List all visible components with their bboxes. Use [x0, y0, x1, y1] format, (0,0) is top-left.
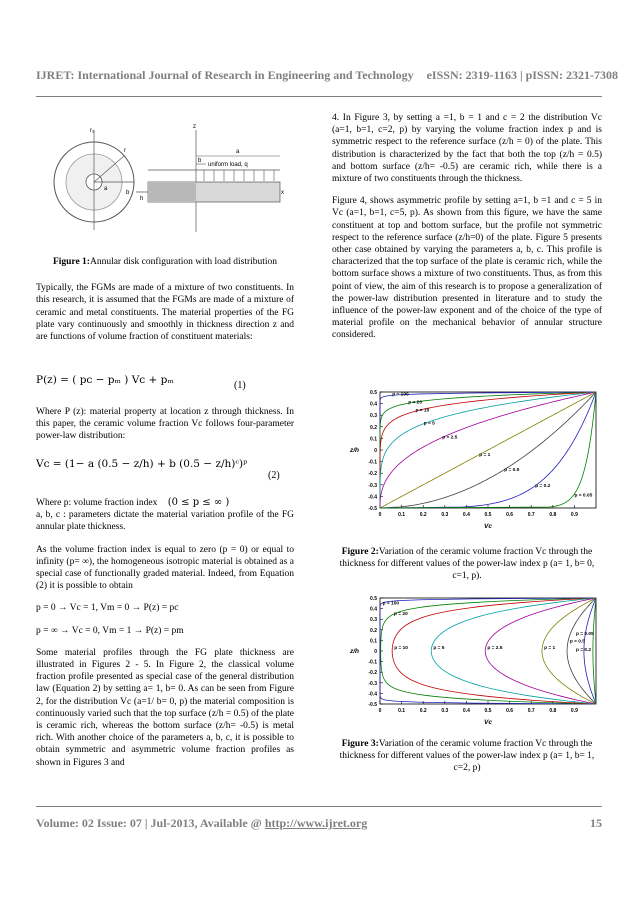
series-label: p = 0.2	[576, 648, 592, 653]
x-axis-label: Vc	[484, 523, 492, 530]
series-label: p = 20	[394, 611, 408, 617]
x-tick-label: 0	[378, 512, 382, 518]
series-label: p = 10	[394, 645, 408, 651]
x-axis-label: Vc	[484, 719, 492, 726]
diagram-label-z: z	[193, 124, 196, 130]
series-label: p = 0.05	[574, 493, 593, 499]
series-label: p = 100	[382, 601, 400, 607]
series-label: p = 1	[544, 645, 556, 651]
figure2-caption	[332, 546, 602, 582]
figure3-caption	[332, 738, 602, 774]
footer-url-link[interactable]: http://www.ijret.org	[264, 816, 368, 830]
y-tick-label: -0.3	[368, 482, 377, 489]
y-axis-label: z/h	[350, 648, 360, 655]
left-paragraph-5: Some material profiles through the FG plate thickness are illustrated in Figures 2 - 5. In Figure 2, the classical volume fraction profile presented as special case of the general distribution law (Equation 2) by setting a= 1, b= 0. As can be seen from Figure 2, for the distribution Vc (a=1/ b= 0, p) the material composition is continuously varied such that the top surface (z/h = 0.5) of the plate is ceramic rich, whereas the bottom surface (z/h= -0.5) is metal rich. With another choice of the parameters a, b, c, it is possible to obtain symmetric and asymmetric volume fraction profiles as shown in Figures 3 and	[36, 647, 294, 768]
x-tick-label: 0.7	[527, 512, 535, 518]
issn: eISSN: 2319-1163 | pISSN: 2321-7308	[426, 68, 618, 82]
left-column-part2	[36, 406, 294, 453]
x-tick-label: 0.3	[441, 512, 449, 518]
y-tick-label: -0.4	[368, 494, 377, 501]
series-label: p = 2.5	[487, 645, 503, 651]
x-tick-label: 0.8	[549, 512, 557, 518]
y-tick-label: 0.4	[370, 401, 377, 408]
equation-2-number: (2)	[268, 470, 280, 481]
right-paragraph-2: Figure 4, shows asymmetric profile by setting a=1, b =1 and c = 5 in Vc (a=1, b=1, c=5, p). As shown from this figure, we have the same constituent at top and bottom surface, but the profile not symmetric respect to the reference surface (z/h=0) of the plate. Figure 5 presents other case obtained by varying the parameters a, b, c. This profile is characterized that the top surface of the plate is ceramic rich, while the bottom surface shows a mixture of two constituents. Thus, as from this point of view, the aim of this research is to propose a generalization of the power-law distribution presented in literature and to study the influence of the power-law exponent and of the choice of the type of material profile on the mechanical behavior of annular structure considered.	[332, 196, 602, 341]
series-label: p = 5	[423, 421, 435, 427]
figure1-caption	[36, 256, 294, 268]
series-label: p = 0.5	[569, 639, 585, 645]
figure3-chart	[338, 592, 602, 728]
left-paragraph-1: Typically, the FGMs are made of a mixture of two constituents. In this research, it is assumed that the FGMs are made of a mixture of ceramic and metal constituents. The material properties of the FG plate vary continuously and smoothly in thickness direction z and are functions of volume fraction of constituent materials:	[36, 283, 294, 343]
running-header	[36, 68, 618, 83]
right-paragraph-1: 4. In Figure 3, by setting a =1, b = 1 and c = 2 the distribution Vc (a=1, b=1, c=2, p) by varying the volume fraction index p and is symmetric respect to the reference surface (z/h = 0) of the plate. This distribution is characterized by the fact that both the top (z/h = 0.5) and bottom surface (z/h= -0.5) are ceramic rich, while there is a mixture of two constituents through the thickness.	[332, 113, 602, 185]
series-label: p = 5	[433, 645, 445, 651]
y-tick-label: -0.3	[368, 680, 377, 687]
diagram-label-b1: b	[126, 190, 130, 196]
series-label: p = 2.5	[442, 435, 458, 441]
x-tick-label: 0.4	[462, 708, 470, 714]
y-tick-label: 0	[374, 649, 377, 655]
equation-2: Vᴄ = (1− a (0.5 − z/h) + b (0.5 − z/h)ᶜ)ᵖ	[36, 458, 248, 470]
left-line-p0: p = 0 → Vc = 1, Vm = 0 → P(z) = pc	[36, 603, 179, 614]
x-tick-label: 0.1	[398, 708, 406, 714]
x-tick-label: 0.6	[506, 512, 514, 518]
diagram-label-r: r	[124, 148, 126, 154]
y-tick-label: -0.4	[368, 691, 377, 698]
left-paragraph-3a: Where p: volume fraction index	[36, 498, 158, 508]
p-range: (0 ≤ p ≤ ∞ )	[167, 497, 230, 508]
x-tick-label: 0.2	[419, 512, 427, 518]
figure2-label: Figure 2:	[341, 547, 379, 557]
equation-1: P(z) = ( pᴄ − pₘ ) Vᴄ + pₘ	[36, 374, 174, 386]
left-paragraph-2: Where P (z): material property at location z through thickness. In this paper, the ceramic volume fraction Vc follows four-parameter power-law distribution:	[36, 407, 294, 442]
series-label: p = 1	[479, 452, 491, 458]
series-label: p = 0.5	[504, 467, 520, 473]
y-tick-label: -0.2	[368, 670, 377, 677]
figure1-label: Figure 1:	[52, 257, 90, 268]
y-tick-label: 0	[374, 448, 377, 454]
diagram-label-load: uniform load, q	[208, 162, 248, 168]
y-tick-label: -0.1	[368, 659, 377, 666]
y-tick-label: 0.3	[370, 617, 377, 624]
series-label: p = 0.2	[535, 484, 551, 490]
left-column	[36, 112, 294, 353]
running-footer	[36, 816, 602, 831]
figure1-caption-text: Annular disk configuration with load distribution	[89, 257, 278, 268]
x-tick-label: 0.7	[527, 708, 535, 714]
page-number: 15	[590, 816, 602, 830]
series-label: p = 10	[415, 408, 430, 414]
x-tick-label: 0.5	[484, 512, 492, 518]
y-tick-label: -0.5	[368, 702, 377, 708]
y-tick-label: 0.1	[370, 638, 377, 645]
footer-volume: Volume: 02 Issue: 07 | Jul-2013, Available @	[36, 816, 265, 830]
left-line-pinf: p = ∞ → Vc = 0, Vm = 1 → P(z) = pm	[36, 625, 184, 636]
header-rule	[36, 96, 602, 97]
series-label: p = 0.05	[576, 632, 594, 638]
journal-title: IJRET: International Journal of Research in Engineering and Technology	[36, 68, 414, 82]
y-tick-label: 0.2	[370, 627, 377, 634]
y-tick-label: 0.5	[370, 390, 377, 396]
x-tick-label: 0.4	[462, 512, 470, 518]
figure3-label: Figure 3:	[341, 739, 379, 749]
y-tick-label: 0.1	[370, 436, 377, 443]
x-tick-label: 0.2	[419, 708, 427, 714]
diagram-label-a: a	[236, 149, 240, 155]
diagram-label-b: b	[198, 158, 202, 164]
series-label: p = 20	[408, 400, 422, 406]
left-column-part3	[36, 497, 294, 779]
y-tick-label: -0.1	[368, 459, 377, 466]
x-tick-label: 0.5	[484, 708, 492, 714]
y-tick-label: 0.2	[370, 424, 377, 431]
x-tick-label: 0.9	[570, 708, 578, 714]
y-tick-label: 0.3	[370, 413, 377, 420]
x-tick-label: 0.6	[506, 708, 514, 714]
y-tick-label: 0.4	[370, 606, 377, 613]
figure3-caption-text: Variation of the ceramic volume fraction Vc through the thickness for different values of the power-law index p (a= 1, b= 1, c=2, p)	[339, 739, 595, 773]
diagram-label-h: h	[140, 196, 144, 202]
left-paragraph-3b: a, b, c : parameters dictate the material variation profile of the FG annular plate thickness.	[36, 510, 294, 533]
right-column	[332, 112, 602, 352]
footer-rule	[36, 806, 602, 807]
figure2-chart	[338, 386, 602, 532]
y-tick-label: -0.5	[368, 506, 377, 512]
y-axis-label: z/h	[350, 447, 360, 454]
y-tick-label: -0.2	[368, 471, 377, 478]
x-tick-label: 0.3	[441, 708, 449, 714]
equation-1-number: (1)	[234, 380, 246, 391]
y-tick-label: 0.5	[370, 596, 377, 602]
figure1-diagram	[36, 112, 294, 247]
x-tick-label: 0.9	[570, 512, 578, 518]
series-label: p = 100	[392, 392, 409, 398]
left-paragraph-4: As the volume fraction index is equal to zero (p = 0) or equal to infinity (p= ∞), the homogeneous isotropic material is obtained as a special case of functionally graded material. Indeed, from Equation (2) it is possible to obtain	[36, 544, 294, 592]
x-tick-label: 0.8	[549, 708, 557, 714]
diagram-label-r1: r₁	[90, 128, 95, 134]
diagram-label-x: x	[281, 190, 284, 196]
x-tick-label: 0.1	[398, 512, 406, 518]
figure2-caption-text: Variation of the ceramic volume fraction Vc through the thickness for different values of the power-law index p (a= 1, b= 0, c=1, p).	[339, 547, 595, 581]
diagram-label-a1: a	[104, 186, 108, 192]
x-tick-label: 0	[378, 708, 382, 714]
